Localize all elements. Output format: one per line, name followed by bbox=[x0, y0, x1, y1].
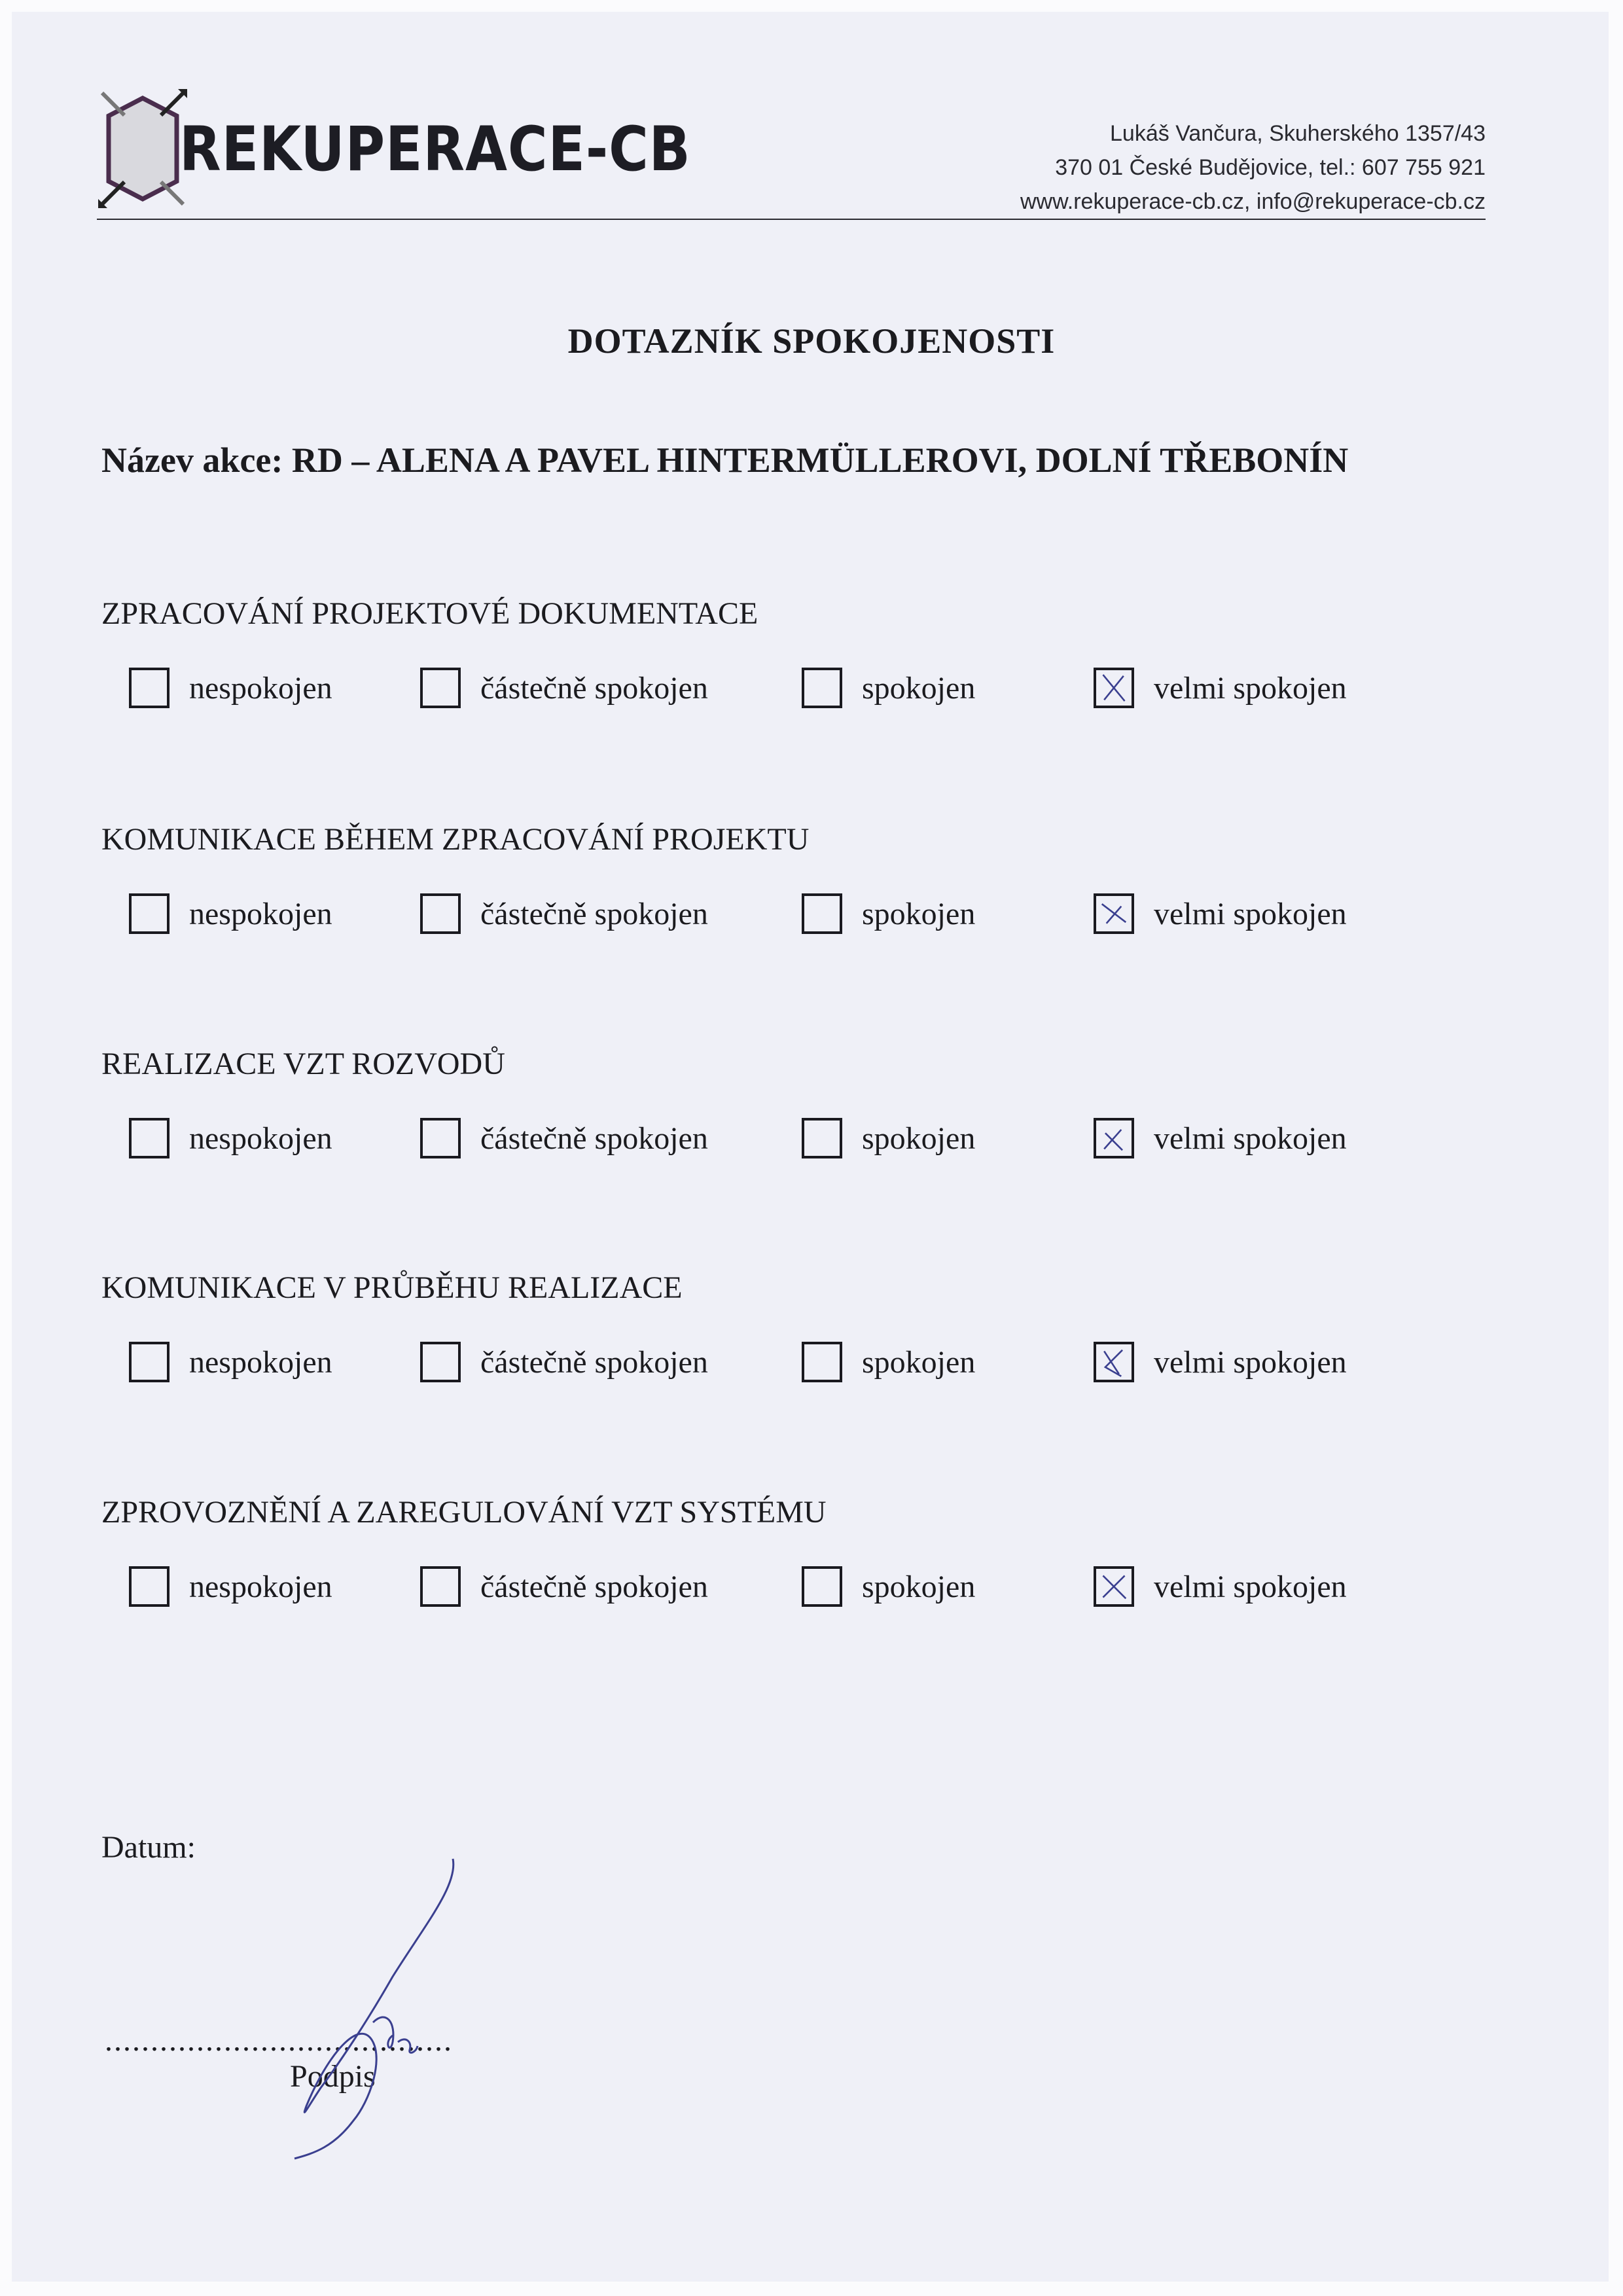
checkbox[interactable] bbox=[420, 1342, 461, 1382]
checkbox[interactable] bbox=[420, 668, 461, 708]
option-velmi-spokojen[interactable] bbox=[1094, 664, 1347, 711]
option-label: částečně spokojen bbox=[480, 670, 708, 706]
section-commissioning bbox=[101, 1494, 1541, 1604]
handwritten-cross-icon bbox=[1096, 896, 1132, 931]
section-title: KOMUNIKACE V PRŮBĚHU REALIZACE bbox=[101, 1270, 683, 1305]
option-label: částečně spokojen bbox=[480, 1344, 708, 1380]
handwritten-cross-icon bbox=[1096, 1569, 1132, 1604]
option-label: velmi spokojen bbox=[1154, 1121, 1347, 1156]
checkbox-checked[interactable] bbox=[1094, 668, 1134, 708]
action-name: Název akce: RD – ALENA A PAVEL HINTERMÜLLEROVI, DOLNÍ TŘEBONÍN bbox=[101, 440, 1349, 480]
option-nespokojen[interactable] bbox=[129, 1115, 332, 1162]
checkbox-checked[interactable] bbox=[1094, 1566, 1134, 1607]
section-title: ZPRACOVÁNÍ PROJEKTOVÉ DOKUMENTACE bbox=[101, 596, 758, 631]
contact-web-email: www.rekuperace-cb.cz, info@rekuperace-cb.cz bbox=[1020, 189, 1486, 214]
section-project-documentation bbox=[101, 596, 1541, 706]
header-divider bbox=[97, 219, 1486, 220]
section-title: ZPROVOZNĚNÍ A ZAREGULOVÁNÍ VZT SYSTÉMU bbox=[101, 1495, 827, 1530]
option-label: velmi spokojen bbox=[1154, 896, 1347, 931]
checkbox[interactable] bbox=[802, 668, 842, 708]
checkbox[interactable] bbox=[802, 893, 842, 934]
handwritten-signature bbox=[262, 1846, 471, 2160]
document-title: DOTAZNÍK SPOKOJENOSTI bbox=[567, 321, 1056, 361]
company-logo bbox=[97, 86, 691, 211]
checkbox[interactable] bbox=[802, 1342, 842, 1382]
option-label: nespokojen bbox=[189, 1569, 332, 1604]
option-label: spokojen bbox=[862, 1344, 976, 1380]
option-velmi-spokojen[interactable] bbox=[1094, 890, 1347, 937]
handwritten-cross-icon bbox=[1096, 670, 1132, 706]
option-spokojen[interactable] bbox=[802, 890, 975, 937]
handwritten-cross-icon bbox=[1096, 1121, 1132, 1156]
checkbox-checked[interactable] bbox=[1094, 893, 1134, 934]
option-label: velmi spokojen bbox=[1154, 670, 1347, 706]
option-label: spokojen bbox=[862, 896, 976, 931]
option-velmi-spokojen[interactable] bbox=[1094, 1115, 1347, 1162]
contact-address: Lukáš Vančura, Skuherského 1357/43 bbox=[1110, 121, 1486, 146]
checkbox[interactable] bbox=[420, 1566, 461, 1607]
signature-label: Podpis bbox=[290, 2059, 376, 2094]
checkbox[interactable] bbox=[802, 1566, 842, 1607]
option-nespokojen[interactable] bbox=[129, 664, 332, 711]
checkbox[interactable] bbox=[129, 668, 169, 708]
option-nespokojen[interactable] bbox=[129, 1338, 332, 1386]
checkbox[interactable] bbox=[802, 1118, 842, 1158]
option-spokojen[interactable] bbox=[802, 1563, 975, 1610]
checkbox[interactable] bbox=[129, 1342, 169, 1382]
contact-city-phone: 370 01 České Budějovice, tel.: 607 755 921 bbox=[1055, 155, 1486, 180]
section-title: KOMUNIKACE BĚHEM ZPRACOVÁNÍ PROJEKTU bbox=[101, 822, 810, 857]
section-communication-realization bbox=[101, 1270, 1541, 1380]
checkbox-checked[interactable] bbox=[1094, 1342, 1134, 1382]
option-label: částečně spokojen bbox=[480, 1569, 708, 1604]
option-label: částečně spokojen bbox=[480, 896, 708, 931]
section-communication-design bbox=[101, 821, 1541, 931]
option-label: velmi spokojen bbox=[1154, 1569, 1347, 1604]
option-castecne-spokojen[interactable] bbox=[420, 890, 708, 937]
option-label: spokojen bbox=[862, 1569, 976, 1604]
option-label: nespokojen bbox=[189, 896, 332, 931]
option-label: nespokojen bbox=[189, 1121, 332, 1156]
ventilation-arrows-icon bbox=[97, 86, 188, 211]
section-title: REALIZACE VZT ROZVODŮ bbox=[101, 1047, 505, 1081]
signature-line: ...................................... bbox=[105, 2023, 453, 2058]
date-label: Datum: bbox=[101, 1830, 196, 1865]
option-velmi-spokojen[interactable] bbox=[1094, 1563, 1347, 1610]
option-castecne-spokojen[interactable] bbox=[420, 664, 708, 711]
checkbox[interactable] bbox=[420, 893, 461, 934]
option-label: velmi spokojen bbox=[1154, 1344, 1347, 1380]
checkbox[interactable] bbox=[420, 1118, 461, 1158]
option-castecne-spokojen[interactable] bbox=[420, 1338, 708, 1386]
option-label: nespokojen bbox=[189, 670, 332, 706]
option-label: spokojen bbox=[862, 1121, 976, 1156]
option-spokojen[interactable] bbox=[802, 1115, 975, 1162]
option-label: částečně spokojen bbox=[480, 1121, 708, 1156]
contact-block bbox=[1020, 117, 1486, 219]
option-nespokojen[interactable] bbox=[129, 1563, 332, 1610]
checkbox[interactable] bbox=[129, 1118, 169, 1158]
option-castecne-spokojen[interactable] bbox=[420, 1115, 708, 1162]
option-spokojen[interactable] bbox=[802, 1338, 975, 1386]
option-velmi-spokojen[interactable] bbox=[1094, 1338, 1347, 1386]
option-spokojen[interactable] bbox=[802, 664, 975, 711]
option-castecne-spokojen[interactable] bbox=[420, 1563, 708, 1610]
option-label: nespokojen bbox=[189, 1344, 332, 1380]
checkbox[interactable] bbox=[129, 893, 169, 934]
option-nespokojen[interactable] bbox=[129, 890, 332, 937]
logo-text: REKUPERACE-CB bbox=[179, 114, 691, 185]
option-label: spokojen bbox=[862, 670, 976, 706]
section-vzt-installation bbox=[101, 1046, 1541, 1156]
checkbox-checked[interactable] bbox=[1094, 1118, 1134, 1158]
checkbox[interactable] bbox=[129, 1566, 169, 1607]
handwritten-cross-icon bbox=[1096, 1344, 1132, 1380]
